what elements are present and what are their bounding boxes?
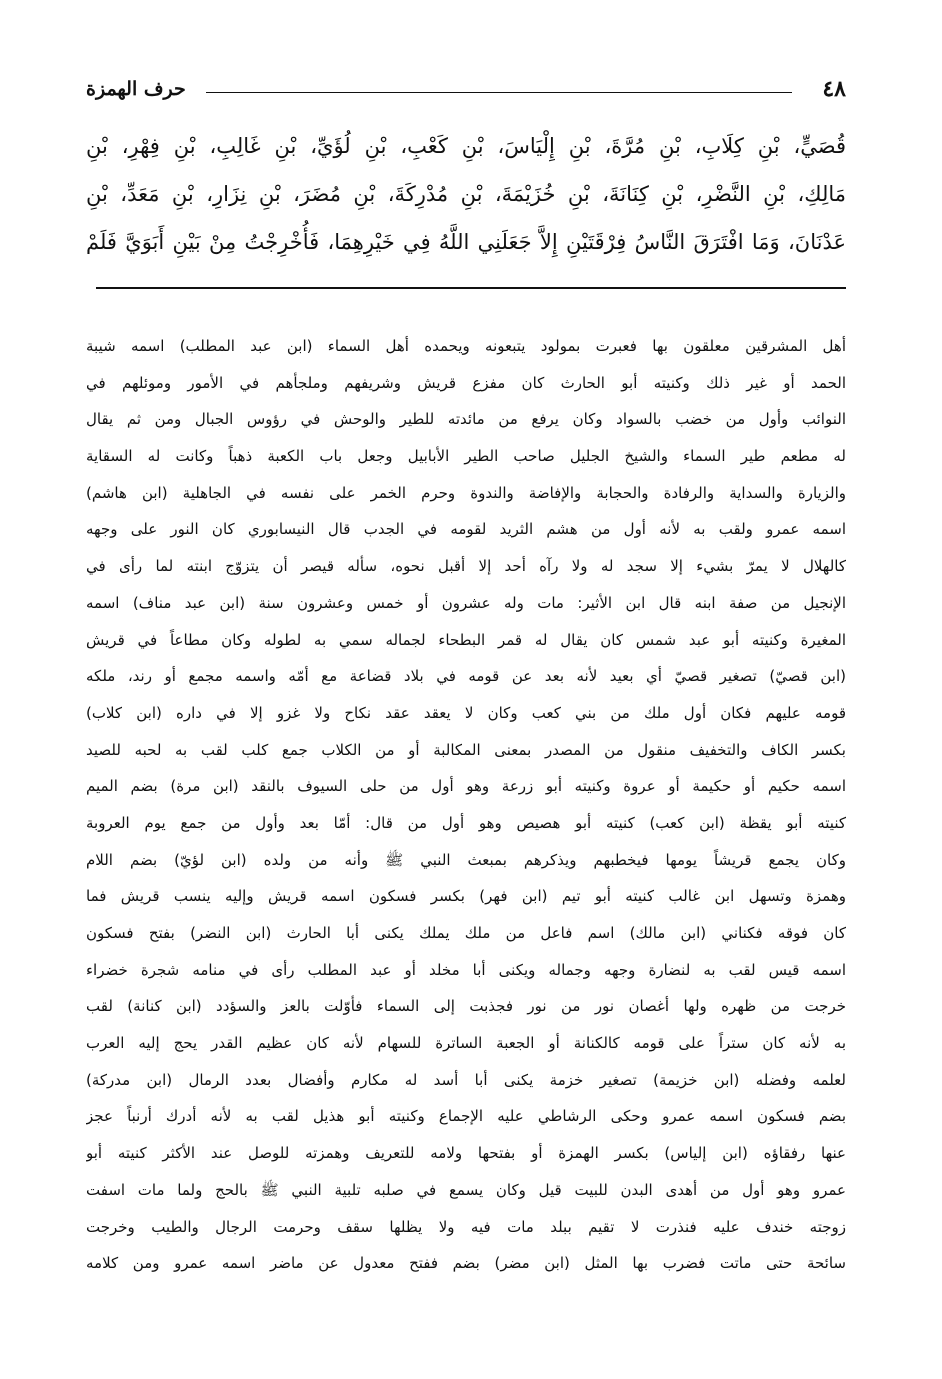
commentary-line: المغيرة وكنيته أبو عبد شمس كان يقال له قمر البطحاء لجماله سمي به لطوله وكان مطاعاً في قريش (86, 630, 846, 649)
commentary-line: (ابن قصيّ) تصغير قصيّ أي بعيد لأنه بعد عن قومه في بلاد قضاعة مع أمّه واسمه مجمع أو رند، ملكه (86, 667, 846, 686)
commentary-line: له مطعم طير السماء والشيخ الجليل صاحب الطير الأبابيل وجعل باب الكعبة ذهباً وكانت له السقاية (86, 447, 846, 466)
commentary-line: سائحة حتى ماتت فضرب بها المثل (ابن مضر) بضم ففتح معدول عن ماضر اسمه عمرو ومن كلامه (86, 1254, 846, 1273)
commentary-line: اسمه حكيم أو حكيمة أو عروة وكنيته أبو زرعة وهو أول من حلى السيوف بالنقد (ابن مرة) بضم الميم (86, 777, 846, 796)
commentary-line: والزيارة والسداية والرفادة والحجابة والإفاضة والندوة وحرم الخمر على نفسه في الجاهلية (ابن هاشم) (86, 483, 846, 502)
commentary-line: الحمد أو غير ذلك وكنيته أبو الحارث كان مفزع قريش وشريفهم وملجأهم في الأمور وموئلهم في (86, 373, 846, 392)
page-number: ٤٨ (822, 76, 846, 102)
chapter-title: حرف الهمزة (86, 78, 186, 100)
commentary-line: بضم فسكون اسمه عمرو وحكى الرشاطي عليه الإجماع وكنيته أبو هذيل لقب به لأنه أدرك أرنباً عجز (86, 1107, 846, 1126)
commentary-line: كنيته أبو يقظة (ابن كعب) كنيته أبو هصيص وهو أول من قال: أمّا بعد وأول من جمع يوم العروبة (86, 813, 846, 832)
header-rule (206, 92, 792, 93)
commentary-line: النوائب وأول من خضب بالسواد وكان يرفع من مائدته للطير والوحش في رؤوس الجبال ومن ثم يقال (86, 410, 846, 429)
text-separator-rule (96, 287, 846, 289)
commentary-line: وهمزة وتسهل ابن غالب كنيته أبو تيم (ابن فهر) بكسر فسكون اسمه قريش وإليه ينسب قريش فما (86, 887, 846, 906)
commentary-line: خرجت من ظهره ولها أغصان نور من نور فجذبت إلى السماء فأوّلت بالعز والسؤدد (ابن كنانة) لقب (86, 997, 846, 1016)
commentary-line: كان فوقه فكناني (ابن مالك) اسم فاعل من ملك يملك يكنى أبا الحارث (ابن النضر) بفتح فسكون (86, 924, 846, 942)
hadith-line: عَدْنَانَ، وَمَا افْتَرَقَ النَّاسُ فِرْقَتَيْنِ إِلاَّ جَعَلَنِي اللَّهُ فِي خَيْرِهِمَا، فَأُخْرِجْتُ مِنْ بَيْنِ أَبَوَيَّ فَلَمْ (86, 230, 846, 254)
page-header (86, 74, 846, 104)
commentary-line: قومه عليهم فكان أول ملك من بني كعب وكان لا يعقد عقد نكاح ولا غزو إلا في داره (ابن كلاب) (86, 703, 846, 722)
commentary-line: اسمه عمرو ولقب به لأنه أول من هشم الثريد لقومه في الجدب قال النيسابوري كان النور على وجهه (86, 520, 846, 539)
commentary-line: وكان يجمع قريشاً يومها فيخطبهم ويذكرهم بمبعث النبي ﷺ وأنه من ولده (ابن لؤيّ) بضم اللام (86, 850, 846, 869)
commentary-text (86, 328, 846, 1282)
commentary-line: عمرو وهو أول من أهدى البدن للبيت قيل وكان يسمع في صلبه تلبية النبي ﷺ بالحج ولما مات اسفت (86, 1180, 846, 1199)
commentary-line: أهل المشرقين معلقون بها فعبرت بمولود يتبعونه ويحمده أهل السماء (ابن عبد المطلب) اسمه شيبة (86, 337, 846, 355)
commentary-line: عنها رفقاؤه (ابن إلياس) بكسر الهمزة أو بفتحها ولامه للتعريف وهمزته للوصل عند الأكثر كنيته أبو (86, 1144, 846, 1163)
commentary-line: بكسر الكاف والتخفيف منقول من المصدر بمعنى المكالبة أو من الكلاب جمع كلب لقب به لحبه للصيد (86, 740, 846, 759)
commentary-line: لعلمه وفضله (ابن خزيمة) تصغير خزمة يكنى أبا أسد له مكارم وأفضال بعدد الرمال (ابن مدركة) (86, 1070, 846, 1089)
commentary-line: به لأنه كان ستراً على قومه كالكنانة أو الجعبة الساترة للسهام لأنه كان عظيم القدر يحج إليه العرب (86, 1034, 846, 1053)
commentary-line: زوجته خندف عليه فنذرت لا تقيم ببلد مات فيه ولا يظلها سقف وحرمت الرجال والطيب وخرجت (86, 1217, 846, 1236)
hadith-line: مَالِكِ، بْنِ النَّضْرِ، بْنِ كِنَانَةَ، بْنِ خُزَيْمَةَ، بْنِ مُدْرِكَةَ، بْنِ مُضَرَ، بْنِ نِزَارِ، بْنِ مَعَدِّ، بْنِ (86, 182, 846, 206)
hadith-text (86, 122, 846, 266)
hadith-line: قُصَيٍّ، بْنِ كِلَابِ، بْنِ مُرَّةَ، بْنِ إِلْيَاسَ، بْنِ كَعْبِ، بْنِ لُؤَيِّ، بْنِ غَالِبِ، بْنِ فِهْرِ، بْنِ (86, 134, 846, 158)
commentary-line: كالهلال لا يمرّ بشيء إلا سجد له ولا رآه أحد إلا أقبل نحوه، سأله قيصر أن يتزوّج ابنته لما رأى في (86, 557, 846, 576)
commentary-line: الإنجيل من صفة ابنه قال ابن الأثير: مات وله عشرون أو خمس وعشرون سنة (ابن عبد مناف) اسمه (86, 593, 846, 612)
commentary-line: اسمه قيس لقب به لنضارة وجهه وجماله ويكنى أبا مخلد أو عبد المطلب رأى في منامه شجرة خضراء (86, 960, 846, 979)
